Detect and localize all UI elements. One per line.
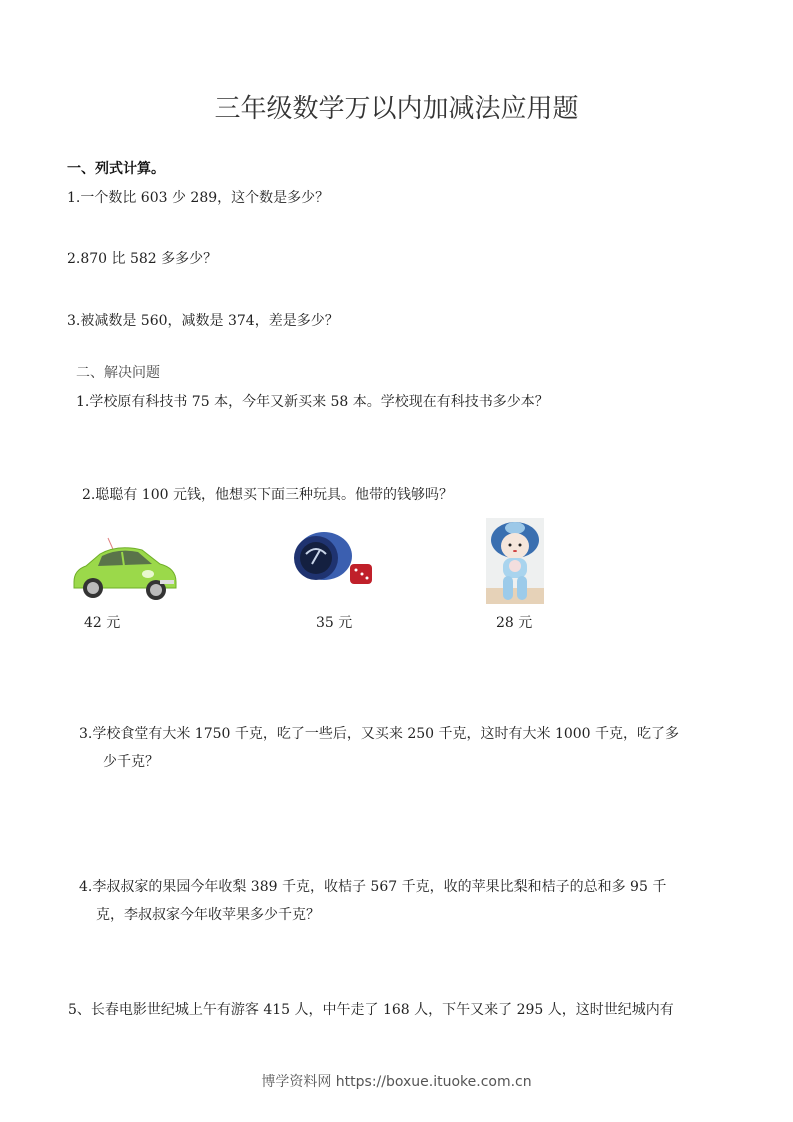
section2-question-4-line2: 克，李叔叔家今年收苹果多少千克？	[96, 907, 320, 923]
yoyo-icon	[290, 528, 382, 590]
mascot-doll-icon	[486, 518, 544, 604]
toy-car-image	[68, 530, 180, 608]
section1-question-1: 1.一个数比 603 少 289，这个数是多少？	[67, 190, 330, 206]
mascot-doll-price: 28 元	[496, 615, 533, 631]
green-car-icon	[68, 530, 180, 608]
toy-car-price: 42 元	[84, 615, 121, 631]
section1-question-3: 3.被减数是 560，减数是 374，差是多少？	[67, 313, 339, 329]
yoyo-price: 35 元	[316, 615, 353, 631]
footer-watermark: 博学资料网 https://boxue.ituoke.com.cn	[261, 1074, 532, 1090]
page-title: 三年级数学万以内加减法应用题	[214, 94, 579, 124]
section2-question-2: 2.聪聪有 100 元钱，他想买下面三种玩具。他带的钱够吗？	[82, 487, 453, 503]
section1-heading: 一、列式计算。	[67, 161, 165, 177]
section2-question-4-line1: 4.李叔叔家的果园今年收梨 389 千克，收桔子 567 千克，收的苹果比梨和桔子的总和多 95 千	[79, 879, 667, 895]
section1-question-2: 2.870 比 582 多多少？	[67, 251, 218, 267]
section2-heading: 二、解决问题	[76, 365, 160, 381]
section2-question-3-line1: 3.学校食堂有大米 1750 千克，吃了一些后，又买来 250 千克，这时有大米 1000 千克，吃了多	[79, 726, 680, 742]
mascot-doll-image	[486, 518, 544, 604]
yoyo-image	[290, 528, 382, 590]
section2-question-5-line1: 5、长春电影世纪城上午有游客 415 人，中午走了 168 人，下午又来了 295 人，这时世纪城内有	[68, 1002, 674, 1018]
section2-question-1: 1.学校原有科技书 75 本，今年又新买来 58 本。学校现在有科技书多少本？	[76, 394, 549, 410]
section2-question-3-line2: 少千克？	[103, 754, 159, 770]
